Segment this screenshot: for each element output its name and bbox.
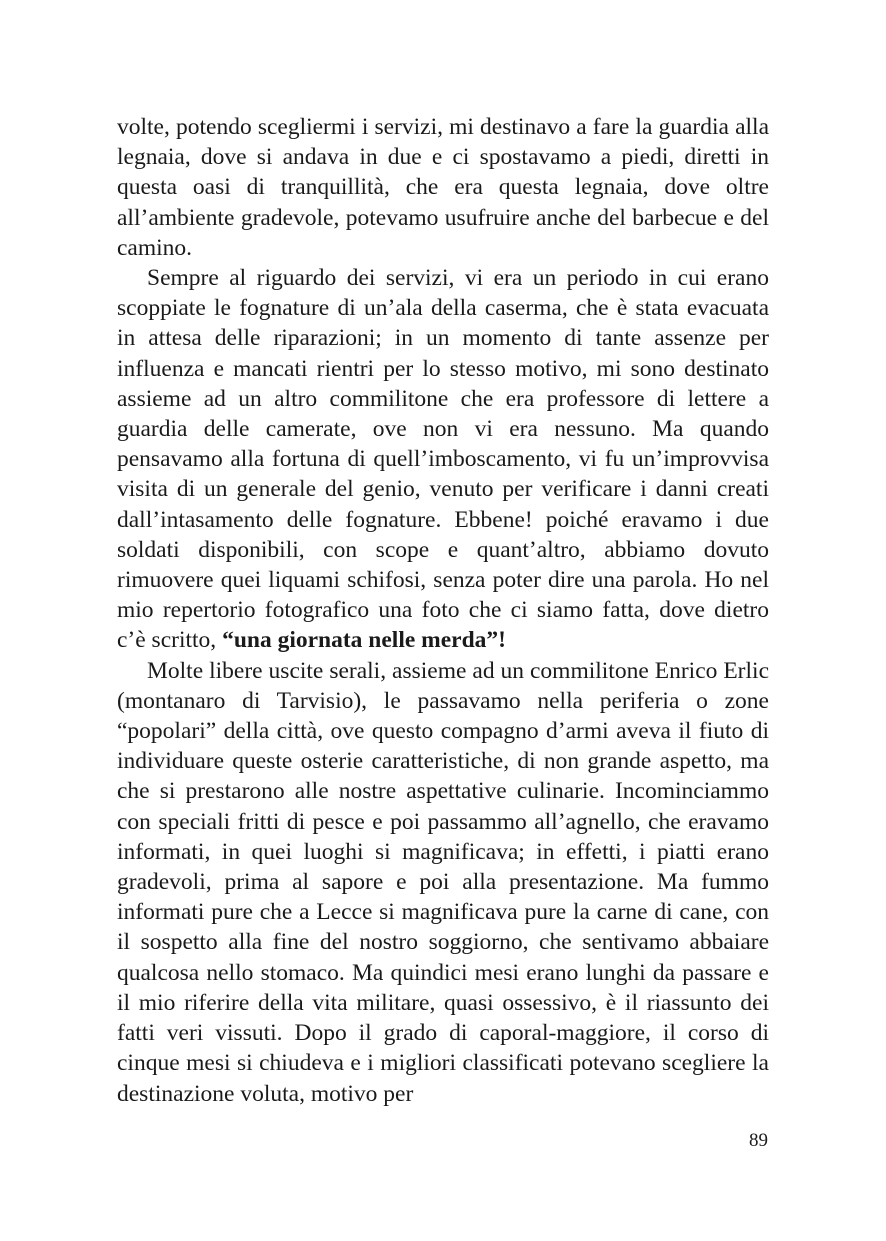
paragraph-2 [117,263,769,656]
paragraph-1: volte, potendo scegliermi i servizi, mi destinavo a fare la guardia alla legnaia, dove si andava in due e ci spostavamo a piedi, diretti in questa oasi di tranquillità, che era questa legnaia, dove oltre all’ambiente gradevole, potevamo usufruire anche del barbecue e del camino. [117,114,769,261]
paragraph-2-bold-quote: “una giornata nelle merda”! [222,627,507,654]
body-text [117,112,769,1109]
paragraph-2-text: Sempre al riguardo dei servizi, vi era un periodo in cui erano scoppiate le fognature di un’ala della caserma, che è stata evacuata in attesa delle riparazioni; in un momento di tante assenze per influenza e mancati rientri per lo stesso motivo, mi sono destinato assieme ad un altro commilitone che era professore di lettere a guardia delle camerate, ove non vi era nessuno. Ma quando pensavamo alla fortuna di quell’imboscamento, vi fu un’improvvisa visita di un generale del genio, venuto per verificare i danni creati dall’intasamento delle fognature. Ebbene! poiché eravamo i due soldati disponibili, con scope e quant’altro, abbiamo dovuto rimuovere quei liquami schifosi, senza poter dire una parola. Ho nel mio repertorio fotografico una foto che ci siamo fatta, dove dietro c’è scritto, [117,265,769,654]
page-number: 89 [749,1130,768,1151]
paragraph-3: Molte libere uscite serali, assieme ad un commilitone Enrico Erlic (montanaro di Tarvisio), le passavamo nella periferia o zone “popolari” della città, ove questo compagno d’armi aveva il fiuto di individuare queste osterie caratteristiche, di non grande aspetto, ma che si prestarono alle nostre aspettative culinarie. Incominciammo con speciali fritti di pesce e poi passammo all’agnello, che eravamo informati, in quei luoghi si magnificava; in effetti, i piatti erano gradevoli, prima al sapore e poi alla presentazione. Ma fummo informati pure che a Lecce si magnificava pure la carne di cane, con il sospetto alla fine del nostro soggiorno, che sentivamo abbaiare qualcosa nello stomaco. Ma quindici mesi erano lunghi da passare e il mio riferire della vita militare, quasi ossessivo, è il riassunto dei fatti veri vissuti. Dopo il grado di caporal-maggiore, il corso di cinque mesi si chiudeva e i migliori classificati potevano scegliere la destinazione voluta, motivo per [117,657,769,1107]
